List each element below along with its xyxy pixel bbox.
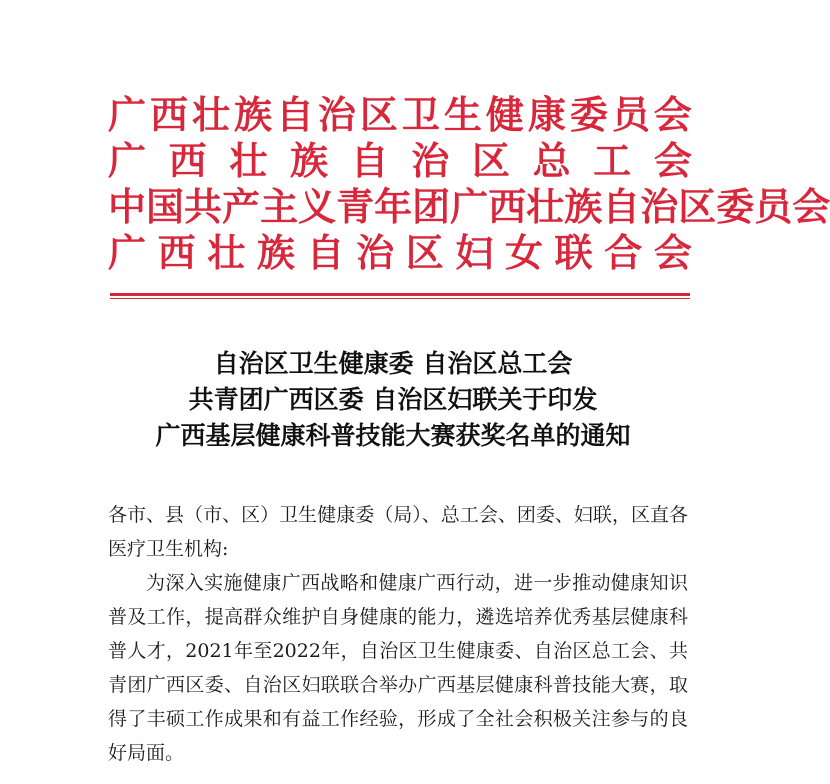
letterhead-char: 自 xyxy=(306,230,345,275)
letterhead-char: 委 xyxy=(716,184,755,229)
letterhead-char: 国 xyxy=(146,184,185,229)
letterhead-char: 义 xyxy=(298,184,337,229)
letterhead-line-youth-league xyxy=(108,184,830,230)
letterhead-char: 中 xyxy=(108,184,147,229)
letterhead-char: 区 xyxy=(405,230,444,275)
title-line-1: 自治区卫生健康委 自治区总工会 xyxy=(213,349,573,378)
salutation: 各市、县（市、区）卫生健康委（局）、总工会、团委、妇联，区直各医疗卫生机构: xyxy=(108,504,688,560)
title-line-3: 广西基层健康科普技能大赛获奖名单的通知 xyxy=(155,421,631,450)
red-divider-thin xyxy=(110,298,690,299)
letterhead-char: 共 xyxy=(184,184,223,229)
letterhead-line-health-commission xyxy=(108,92,692,138)
letterhead-char: 族 xyxy=(289,138,328,183)
letterhead-char: 壮 xyxy=(526,184,565,229)
letterhead-char: 合 xyxy=(604,230,643,275)
letterhead-char: 年 xyxy=(374,184,413,229)
letterhead-char: 族 xyxy=(233,92,272,137)
document-body xyxy=(108,498,688,770)
letterhead-char: 西 xyxy=(488,184,527,229)
letterhead xyxy=(108,92,830,276)
letterhead-char: 卫 xyxy=(401,92,440,137)
letterhead-char: 会 xyxy=(653,138,692,183)
letterhead-char: 女 xyxy=(505,230,544,275)
letterhead-char: 主 xyxy=(260,184,299,229)
body-paragraph-1: 为深入实施健康广西战略和健康广西行动，进一步推动健康知识普及工作，提高群众维护自身健康的能力，遴选培养优秀基层健康科普人才，2021年至2022年，自治区卫生健康委、自治区总工会、共青团广西区委、自治区妇联联合举办广西基层健康科普技能大赛，取得了丰硕工作成果和有益工作经验，形成了全社会积极关注参与的良好局面。 xyxy=(108,572,688,764)
letterhead-char: 生 xyxy=(443,92,482,137)
letterhead-char: 会 xyxy=(792,184,830,229)
letterhead-char: 族 xyxy=(564,184,603,229)
letterhead-char: 区 xyxy=(471,138,510,183)
letterhead-char: 治 xyxy=(356,230,395,275)
letterhead-char: 团 xyxy=(412,184,451,229)
letterhead-line-trade-union xyxy=(108,138,692,184)
letterhead-char: 广 xyxy=(108,230,147,275)
letterhead-char: 壮 xyxy=(229,138,268,183)
red-divider-thick xyxy=(110,293,690,296)
letterhead-char: 联 xyxy=(554,230,593,275)
letterhead-char: 会 xyxy=(653,92,692,137)
letterhead-char: 广 xyxy=(450,184,489,229)
letterhead-char: 健 xyxy=(485,92,524,137)
letterhead-char: 产 xyxy=(222,184,261,229)
letterhead-char: 员 xyxy=(611,92,650,137)
letterhead-char: 员 xyxy=(754,184,793,229)
letterhead-char: 区 xyxy=(359,92,398,137)
letterhead-char: 工 xyxy=(593,138,632,183)
letterhead-char: 自 xyxy=(350,138,389,183)
letterhead-char: 广 xyxy=(108,92,147,137)
letterhead-line-womens-federation xyxy=(108,230,692,276)
letterhead-char: 壮 xyxy=(207,230,246,275)
letterhead-char: 会 xyxy=(653,230,692,275)
letterhead-char: 自 xyxy=(275,92,314,137)
letterhead-char: 治 xyxy=(411,138,450,183)
letterhead-char: 壮 xyxy=(191,92,230,137)
letterhead-char: 区 xyxy=(678,184,717,229)
letterhead-char: 青 xyxy=(336,184,375,229)
letterhead-char: 妇 xyxy=(455,230,494,275)
letterhead-char: 族 xyxy=(256,230,295,275)
letterhead-char: 西 xyxy=(149,92,188,137)
letterhead-char: 治 xyxy=(640,184,679,229)
title-line-2: 共青团广西区委 自治区妇联关于印发 xyxy=(188,385,598,414)
letterhead-char: 委 xyxy=(569,92,608,137)
letterhead-char: 康 xyxy=(527,92,566,137)
document-title xyxy=(0,346,786,454)
letterhead-char: 广 xyxy=(108,138,147,183)
letterhead-char: 西 xyxy=(157,230,196,275)
letterhead-char: 治 xyxy=(317,92,356,137)
letterhead-char: 总 xyxy=(532,138,571,183)
letterhead-char: 自 xyxy=(602,184,641,229)
letterhead-char: 西 xyxy=(168,138,207,183)
